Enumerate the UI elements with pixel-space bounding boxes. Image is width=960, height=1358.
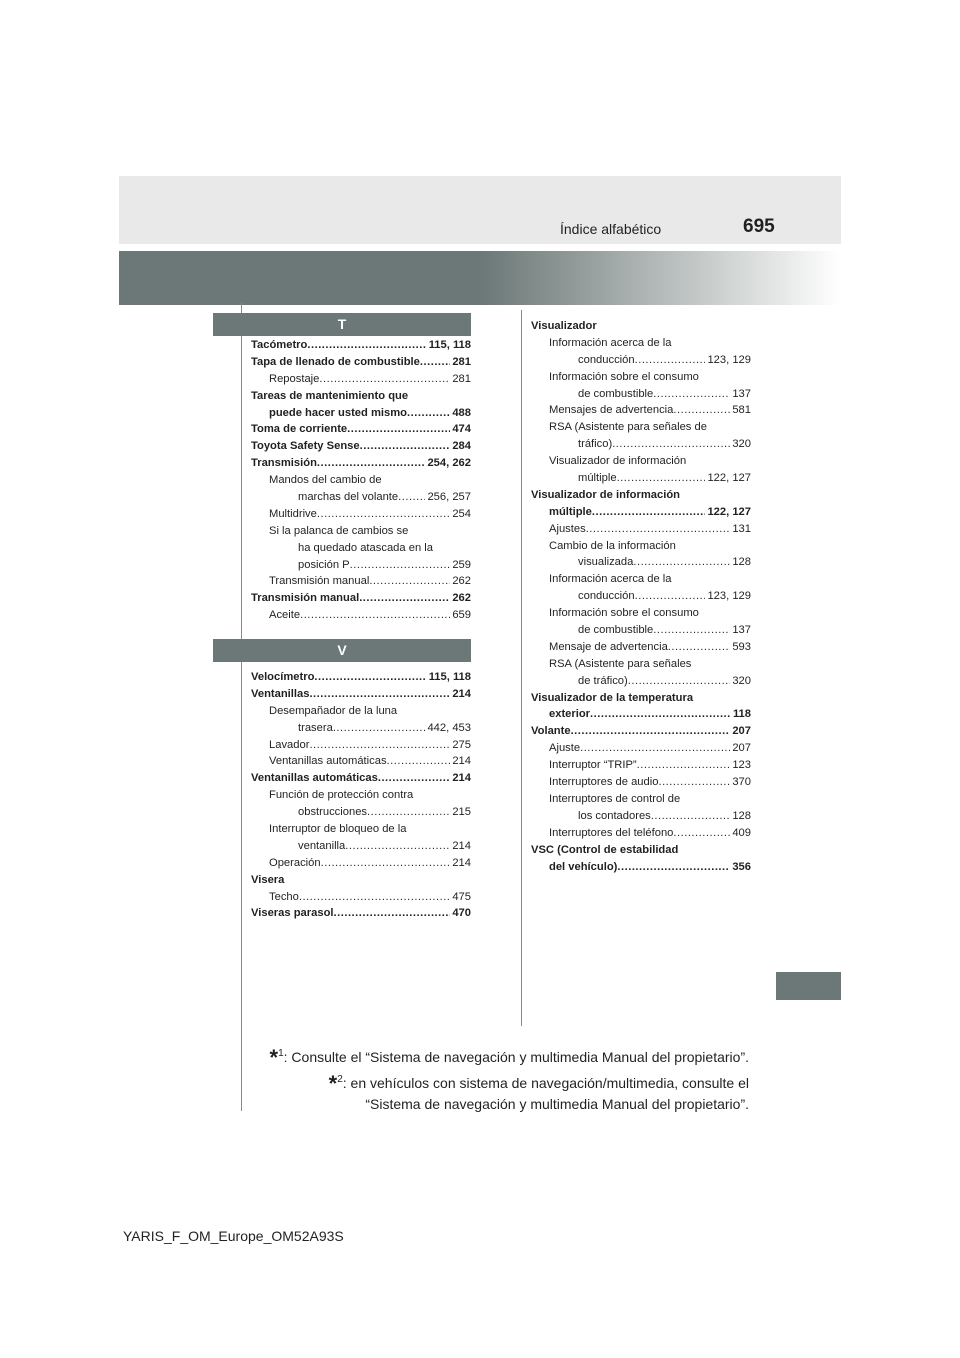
dot-leader [635,352,706,369]
index-entry [531,504,751,521]
index-entry [531,690,751,707]
dot-leader [359,590,450,607]
entry-page: 214 [452,687,471,700]
header-bar [119,176,841,244]
index-entry [251,540,471,557]
index-entry [251,720,471,737]
dot-leader [407,405,450,422]
entry-text: visualizada [578,556,634,569]
dot-leader [347,421,450,438]
entry-page: 214 [452,755,471,768]
dot-leader [673,825,730,842]
entry-text: tráfico) [578,438,613,451]
dot-leader [617,859,730,876]
index-entry [531,774,751,791]
index-entry [251,872,471,889]
entry-page: 474 [452,423,471,436]
section-letter-t: T [213,313,471,336]
index-entry [531,673,751,690]
index-entry [251,489,471,506]
entry-text: Si la palanca de cambios se [269,524,409,537]
entry-text: marchas del volante [298,491,399,504]
index-entry [251,371,471,388]
entry-page: 581 [732,404,751,417]
entry-page: 475 [452,890,471,903]
entry-text: Información acerca de la [549,336,672,349]
header-gradient-band [119,251,841,305]
entry-page: 320 [732,438,751,451]
dot-leader [309,737,450,754]
entry-page: 262 [452,575,471,588]
index-entry [531,757,751,774]
entry-page: 281 [452,355,471,368]
entry-page: 262 [452,592,471,605]
index-entry [531,453,751,470]
index-entry [531,521,751,538]
index-entry [251,354,471,371]
index-entry [531,470,751,487]
dot-leader [420,354,450,371]
index-entry [531,791,751,808]
entry-text: puede hacer usted mismo [269,406,408,419]
dot-leader [307,337,426,354]
index-entry [251,855,471,872]
entry-text: Ajustes [549,522,586,535]
index-entry [531,808,751,825]
index-entry [531,656,751,673]
dot-leader [299,889,450,906]
index-entry [531,554,751,571]
entry-text: Información sobre el consumo [549,607,699,620]
dot-leader [651,808,731,825]
entry-text: de tráfico) [578,674,628,687]
entry-page: 128 [732,809,751,822]
footnotes [270,1044,749,1114]
entry-page: 215 [452,806,471,819]
index-entry [251,405,471,422]
entry-page: 207 [732,725,751,738]
entry-text: conducción [578,590,635,603]
entry-text: Visualizador de información [549,455,687,468]
index-entry [531,605,751,622]
left-margin-rule [241,303,242,1111]
entry-text: Interruptores de audio [549,776,659,789]
dot-leader [350,557,451,574]
index-entry [251,889,471,906]
dot-leader [653,386,730,403]
entry-page: 214 [452,839,471,852]
entry-text: Toma de corriente [251,423,348,436]
entry-text: conducción [578,353,635,366]
section-letter-v: V [213,639,471,662]
index-entry [251,703,471,720]
dot-leader [633,554,730,571]
entry-page: 320 [732,674,751,687]
entry-text: Tacómetro [251,339,308,351]
page-number: 695 [743,216,775,237]
dot-leader [592,504,706,521]
entry-text: Ventanillas [251,687,310,700]
entry-text: Información acerca de la [549,573,672,586]
entry-page: 442, 453 [427,721,471,734]
entry-page: 370 [732,776,751,789]
index-entry [251,838,471,855]
dot-leader [369,573,450,590]
entry-text: Mandos del cambio de [269,474,382,487]
entry-text: Multidrive [269,507,317,520]
entry-page: 123, 129 [707,590,751,603]
dot-leader [300,607,450,624]
index-entry [531,402,751,419]
entry-text: Techo [269,890,299,903]
index-entry [531,335,751,352]
dot-leader [637,757,731,774]
footnote-2: *$^2$: en vehículos con sistema de navegación/multimedia, consulte el [328,1071,749,1096]
column-divider [521,310,522,1026]
index-column-t [251,337,471,624]
entry-text: Interruptores del teléfono [549,826,674,839]
dot-leader [367,804,450,821]
entry-text: Cambio de la información [549,539,676,552]
index-entry [531,571,751,588]
entry-text: ventanilla [298,839,346,852]
entry-text: Viseras parasol [251,907,334,920]
entry-text: RSA (Asistente para señales [549,657,692,670]
entry-page: 259 [452,558,471,571]
entry-page: 122, 127 [707,505,751,518]
entry-page: 115, 118 [428,339,471,351]
header-title: Índice alfabético [560,221,662,237]
entry-text: Visualizador [531,320,597,332]
dot-leader [617,470,706,487]
entry-page: 137 [732,624,751,637]
entry-page: 275 [452,738,471,751]
index-entry [251,506,471,523]
index-entry [251,753,471,770]
index-entry [531,825,751,842]
index-entry [531,318,751,335]
entry-text: Interruptores de control de [549,792,681,805]
entry-page: 254, 262 [427,457,471,470]
entry-text: Operación [269,856,321,869]
index-entry [251,686,471,703]
entry-text: Volante [531,725,571,738]
index-entry [251,421,471,438]
entry-text: Transmisión [251,457,317,470]
entry-text: RSA (Asistente para señales de [549,421,707,434]
entry-text: de combustible [578,624,654,637]
dot-leader [398,489,425,506]
entry-text: Función de protección contra [269,789,414,802]
index-entry [531,436,751,453]
index-entry [251,557,471,574]
entry-text: Interruptor de bloqueo de la [269,823,407,836]
index-entry [531,622,751,639]
dot-leader [319,371,450,388]
entry-text: Visera [251,873,285,886]
entry-text: Visualizador de información [531,488,680,501]
entry-text: Tapa de llenado de combustible [251,355,420,368]
dot-leader [571,723,731,740]
dot-leader [387,753,451,770]
index-column-right [531,318,751,875]
index-entry [531,487,751,504]
index-entry [251,337,471,354]
index-entry [531,842,751,859]
entry-text: Repostaje [269,372,320,385]
dot-leader [580,740,730,757]
index-entry [251,472,471,489]
index-entry [531,588,751,605]
index-entry [251,821,471,838]
index-entry [251,737,471,754]
dot-leader [378,770,450,787]
dot-leader [653,622,730,639]
entry-text: Transmisión manual [269,575,370,588]
entry-page: 128 [732,556,751,569]
entry-page: 488 [452,406,471,419]
entry-page: 409 [732,826,751,839]
entry-page: 256, 257 [427,491,471,504]
entry-text: múltiple [578,472,617,485]
footnote-1: *$^1$: Consulte el “Sistema de navegación y multimedia Manual del propietario”. [269,1045,749,1070]
entry-text: Ajuste [549,742,581,755]
index-entry [251,573,471,590]
index-entry [531,538,751,555]
dot-leader [590,706,731,723]
entry-text: del vehículo) [549,860,618,873]
entry-text: Interruptor “TRIP” [549,759,637,772]
entry-text: Aceite [269,609,301,622]
dot-leader [314,669,426,686]
dot-leader [586,521,731,538]
entry-text: Mensaje de advertencia [549,640,668,653]
entry-page: 118 [732,708,751,721]
dot-leader [360,438,451,455]
entry-page: 470 [452,907,471,920]
entry-page: 123, 129 [707,353,751,366]
dot-leader [334,905,451,922]
entry-text: ha quedado atascada en la [298,541,433,554]
dot-leader [658,774,730,791]
entry-page: 254 [452,507,471,520]
index-entry [531,352,751,369]
index-entry [531,706,751,723]
dot-leader [317,455,426,472]
index-entry [251,523,471,540]
entry-text: múltiple [549,505,592,518]
entry-text: Transmisión manual [251,592,360,605]
dot-leader [321,855,451,872]
entry-text: VSC (Control de estabilidad [531,843,679,856]
entry-page: 214 [452,772,471,785]
entry-page: 115, 118 [428,671,471,683]
entry-text: Lavador [269,738,310,751]
dot-leader [628,673,731,690]
entry-page: 281 [452,372,471,385]
dot-leader [345,838,450,855]
index-entry [251,590,471,607]
entry-text: exterior [549,708,591,721]
entry-page: 123 [732,759,751,772]
index-entry [251,607,471,624]
index-entry [251,905,471,922]
entry-page: 137 [732,387,751,400]
entry-text: Ventanillas automáticas [269,755,387,768]
entry-page: 207 [732,742,751,755]
index-entry [531,419,751,436]
entry-text: Velocímetro [251,671,315,683]
side-tab [776,972,841,1000]
dot-leader [317,506,450,523]
dot-leader [333,720,426,737]
entry-page: 659 [452,609,471,622]
index-entry [531,859,751,876]
footnote-2-cont: “Sistema de navegación y multimedia Manual del propietario”. [365,1096,749,1112]
entry-text: Mensajes de advertencia [549,404,674,417]
index-entry [251,669,471,686]
dot-leader [668,639,731,656]
dot-leader [309,686,450,703]
document-code: YARIS_F_OM_Europe_OM52A93S [123,1228,344,1244]
index-column-v [251,669,471,922]
index-entry [251,804,471,821]
entry-text: los contadores [578,809,651,822]
entry-text: Desempañador de la luna [269,704,398,717]
entry-text: trasera [298,721,333,734]
entry-page: 131 [732,522,751,535]
entry-text: obstrucciones [298,806,368,819]
index-entry [251,787,471,804]
entry-page: 284 [452,440,471,453]
index-entry [531,723,751,740]
dot-leader [612,436,730,453]
index-entry [251,770,471,787]
index-entry [251,455,471,472]
entry-text: Información sobre el consumo [549,370,699,383]
index-entry [251,438,471,455]
entry-text: Toyota Safety Sense [251,440,360,453]
index-entry [251,388,471,405]
entry-page: 122, 127 [707,472,751,485]
index-entry [531,639,751,656]
entry-text: Tareas de mantenimiento que [251,389,409,402]
index-entry [531,386,751,403]
index-entry [531,740,751,757]
dot-leader [673,402,730,419]
entry-page: 214 [452,856,471,869]
entry-text: Visualizador de la temperatura [531,691,694,704]
index-entry [531,369,751,386]
entry-text: de combustible [578,387,654,400]
entry-text: posición P [298,558,350,571]
dot-leader [635,588,706,605]
entry-text: Ventanillas automáticas [251,772,378,785]
entry-page: 356 [732,860,751,873]
entry-page: 593 [732,640,751,653]
